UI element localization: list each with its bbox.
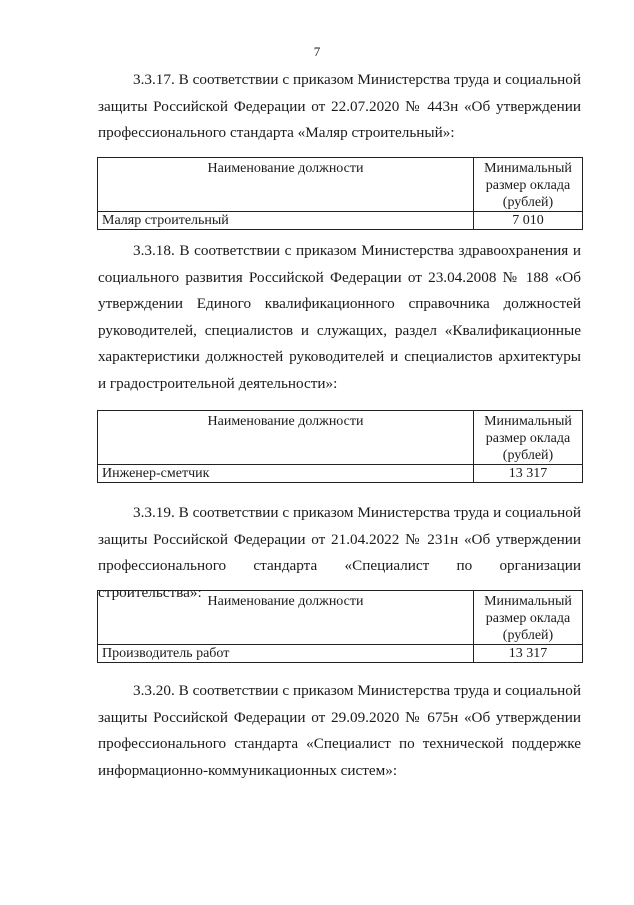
clause-3-3-18: 3.3.18. В соответствии с приказом Министерства здравоохранения и социального развития Российской Федерации от 23.04.2008 № 188 «Об утверждении Единого квалификационного справочника должностей руководителей, специалистов и служащих, раздел «Квалификационные характеристики должностей руководителей и специалистов архитектуры и градостроительной деятельности»: [98,242,581,392]
clause-3-3-19: 3.3.19. В соответствии с приказом Министерства труда и социальной защиты Российской Федерации от 21.04.2022 № 231н «Об утверждении профессионального стандарта «Специалист по организации строительства»: [98,504,581,601]
salary-value: 13 317 [474,465,583,483]
column-header-salary: Минимальный размер оклада (рублей) [474,591,583,645]
position-name: Маляр строительный [98,212,474,230]
clause-3-3-17: 3.3.17. В соответствии с приказом Министерства труда и социальной защиты Российской Федерации от 22.07.2020 № 443н «Об утверждении профессионального стандарта «Маляр строительный»: [98,71,581,141]
column-header-salary: Минимальный размер оклада (рублей) [474,411,583,465]
salary-table-1 [97,157,583,230]
column-header-position: Наименование должности [98,158,474,212]
column-header-position: Наименование должности [98,411,474,465]
page-number: 7 [313,44,321,59]
position-name: Производитель работ [98,645,474,663]
salary-value: 13 317 [474,645,583,663]
salary-table-2 [97,410,583,483]
salary-table-3 [97,590,583,663]
column-header-position: Наименование должности [98,591,474,645]
salary-value: 7 010 [474,212,583,230]
position-name: Инженер-сметчик [98,465,474,483]
clause-3-3-20: 3.3.20. В соответствии с приказом Министерства труда и социальной защиты Российской Федерации от 29.09.2020 № 675н «Об утверждении профессионального стандарта «Специалист по технической поддержке информационно-коммуникационных систем»: [98,682,581,779]
column-header-salary: Минимальный размер оклада (рублей) [474,158,583,212]
